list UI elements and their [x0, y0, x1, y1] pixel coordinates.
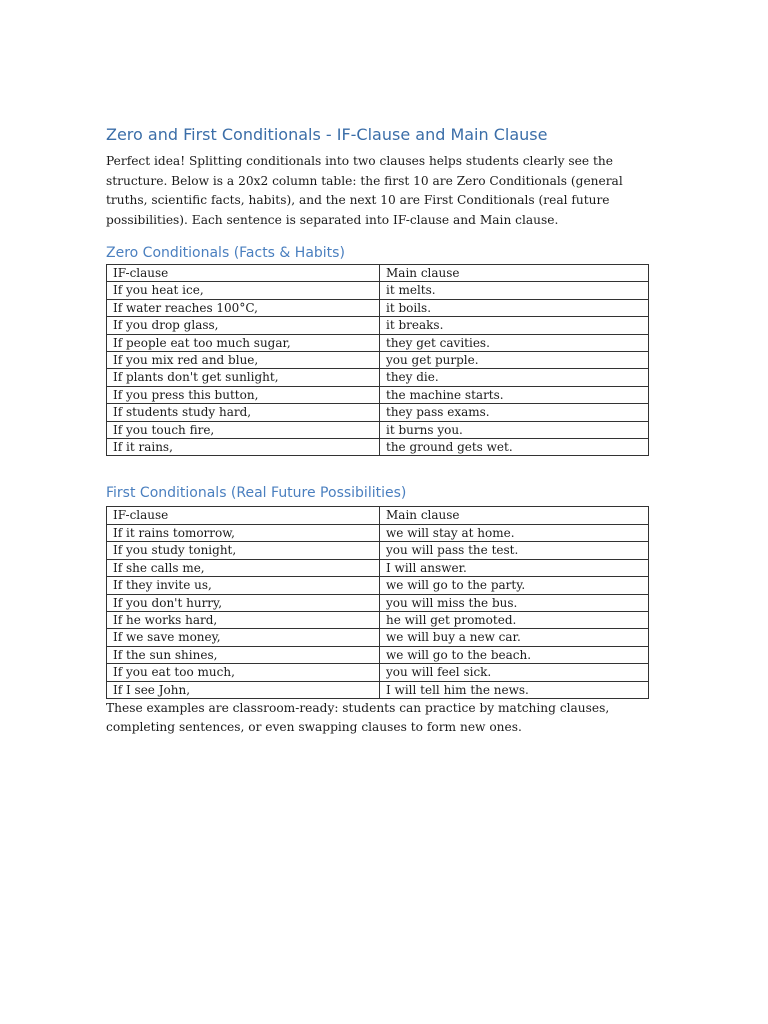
table-row — [107, 282, 649, 299]
if-clause-cell: If I see John, — [107, 681, 380, 698]
main-clause-cell: I will tell him the news. — [380, 681, 649, 698]
main-clause-cell: they pass exams. — [380, 404, 649, 421]
main-clause-cell: I will answer. — [380, 559, 649, 576]
main-clause-cell: you will pass the test. — [380, 542, 649, 559]
if-clause-cell: If plants don't get sunlight, — [107, 369, 380, 386]
table-row — [107, 369, 649, 386]
zero-conditionals-table — [106, 264, 649, 456]
if-clause-cell: If she calls me, — [107, 559, 380, 576]
spacer — [106, 456, 654, 483]
if-clause-cell: If the sun shines, — [107, 646, 380, 663]
if-clause-cell: If you press this button, — [107, 386, 380, 403]
table-row — [107, 524, 649, 541]
header-cell-main-clause: Main clause — [380, 507, 649, 524]
header-cell-if-clause: IF-clause — [107, 507, 380, 524]
header-cell-if-clause: IF-clause — [107, 265, 380, 282]
table-row — [107, 681, 649, 698]
if-clause-cell: If water reaches 100°C, — [107, 299, 380, 316]
table-row — [107, 594, 649, 611]
document-page — [106, 124, 654, 738]
if-clause-cell: If you touch fire, — [107, 421, 380, 438]
if-clause-cell: If they invite us, — [107, 577, 380, 594]
if-clause-cell: If you study tonight, — [107, 542, 380, 559]
main-clause-cell: you get purple. — [380, 352, 649, 369]
table-row — [107, 404, 649, 421]
main-clause-cell: it boils. — [380, 299, 649, 316]
table-row — [107, 352, 649, 369]
table-header-row — [107, 265, 649, 282]
main-clause-cell: it burns you. — [380, 421, 649, 438]
table-header-row — [107, 507, 649, 524]
table-row — [107, 334, 649, 351]
table-row — [107, 559, 649, 576]
first-conditionals-heading: First Conditionals (Real Future Possibilities) — [106, 485, 407, 502]
main-clause-cell: the ground gets wet. — [380, 439, 649, 456]
main-clause-cell: the machine starts. — [380, 386, 649, 403]
main-clause-cell: you will miss the bus. — [380, 594, 649, 611]
if-clause-cell: If you don't hurry, — [107, 594, 380, 611]
table-row — [107, 299, 649, 316]
closing-paragraph: These examples are classroom-ready: students can practice by matching clauses, completing sentences, or even swapping clauses to form new ones. — [106, 700, 610, 735]
main-clause-cell: we will go to the party. — [380, 577, 649, 594]
if-clause-cell: If it rains tomorrow, — [107, 524, 380, 541]
document-title: Zero and First Conditionals - IF-Clause and Main Clause — [106, 125, 548, 144]
if-clause-cell: If you mix red and blue, — [107, 352, 380, 369]
table-row — [107, 421, 649, 438]
table-row — [107, 664, 649, 681]
table-row — [107, 317, 649, 334]
table-row — [107, 542, 649, 559]
table-row — [107, 611, 649, 628]
intro-paragraph: Perfect idea! Splitting conditionals into two clauses helps students clearly see the structure. Below is a 20x2 column table: the first 10 are Zero Conditionals (general truths, scientific facts, habits), and the next 10 are First Conditionals (real future possibilities). Each sentence is separated into IF-clause and Main clause. — [106, 154, 623, 227]
table-row — [107, 629, 649, 646]
if-clause-cell: If we save money, — [107, 629, 380, 646]
if-clause-cell: If you eat too much, — [107, 664, 380, 681]
zero-conditionals-heading: Zero Conditionals (Facts & Habits) — [106, 245, 345, 261]
table-row — [107, 386, 649, 403]
main-clause-cell: we will buy a new car. — [380, 629, 649, 646]
if-clause-cell: If it rains, — [107, 439, 380, 456]
if-clause-cell: If students study hard, — [107, 404, 380, 421]
main-clause-cell: we will stay at home. — [380, 524, 649, 541]
first-conditionals-table — [106, 506, 649, 698]
if-clause-cell: If you drop glass, — [107, 317, 380, 334]
if-clause-cell: If he works hard, — [107, 611, 380, 628]
main-clause-cell: it breaks. — [380, 317, 649, 334]
main-clause-cell: you will feel sick. — [380, 664, 649, 681]
main-clause-cell: we will go to the beach. — [380, 646, 649, 663]
if-clause-cell: If people eat too much sugar, — [107, 334, 380, 351]
header-cell-main-clause: Main clause — [380, 265, 649, 282]
main-clause-cell: he will get promoted. — [380, 611, 649, 628]
main-clause-cell: they get cavities. — [380, 334, 649, 351]
main-clause-cell: they die. — [380, 369, 649, 386]
main-clause-cell: it melts. — [380, 282, 649, 299]
table-row — [107, 577, 649, 594]
if-clause-cell: If you heat ice, — [107, 282, 380, 299]
table-row — [107, 646, 649, 663]
table-row — [107, 439, 649, 456]
